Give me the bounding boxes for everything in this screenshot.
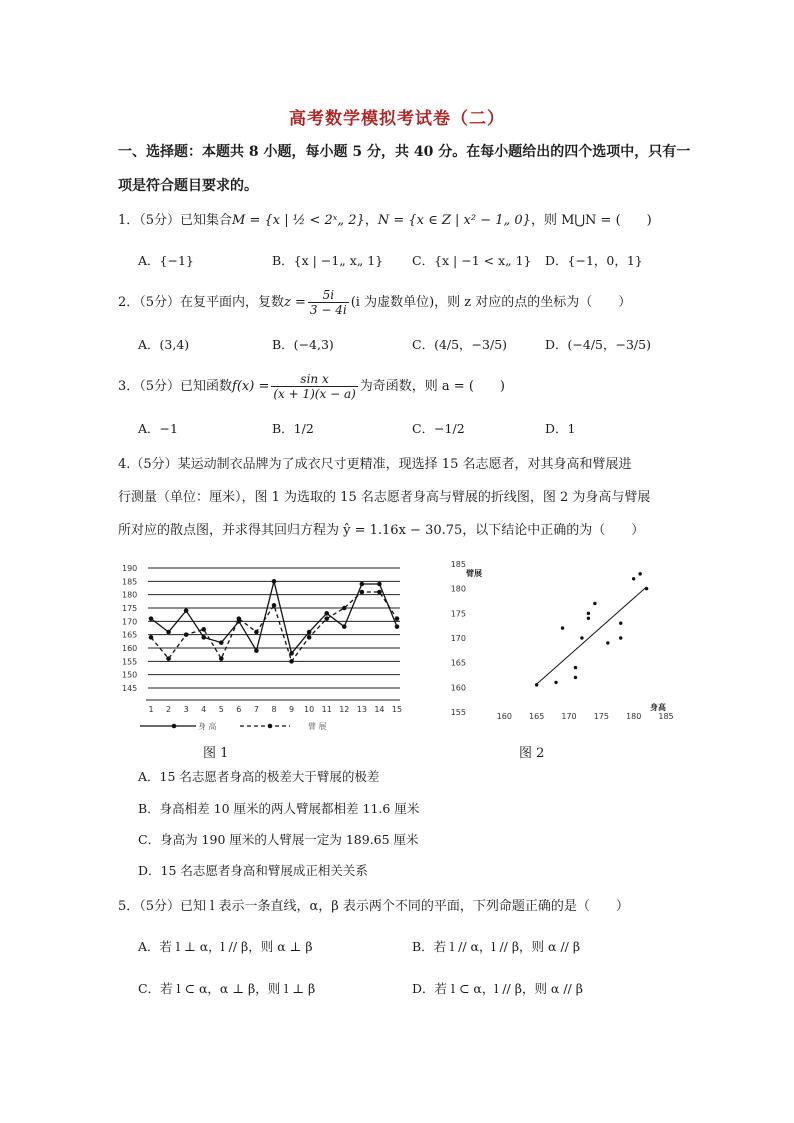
page-title: 高考数学模拟考试卷（二） <box>289 109 505 129</box>
q5-option-d: D．若 l ⊂ α，l // β，则 α // β <box>412 981 583 996</box>
q5-option-b: B．若 l // α，l // β，则 α // β <box>412 939 581 954</box>
x-tick-label: 3 <box>183 705 189 714</box>
x-tick-label: 170 <box>561 712 577 721</box>
q3-option-d: D．1 <box>545 421 576 436</box>
y-tick-label: 185 <box>122 577 138 587</box>
q5-stem: 5．（5分）已知 l 表示一条直线，α，β 表示两个不同的平面，下列命题正确的是（ ） <box>118 899 629 914</box>
scatter-point <box>535 683 538 686</box>
scatter-point <box>574 666 577 669</box>
question-2 <box>118 288 631 317</box>
data-point <box>166 656 171 661</box>
q3-numerator: sin x <box>271 372 357 387</box>
scatter-point <box>574 676 577 679</box>
x-tick-label: 4 <box>201 705 207 714</box>
scatter-point <box>587 612 590 615</box>
scatter-point <box>587 617 590 620</box>
x-tick-label: 15 <box>391 705 403 714</box>
q1-prefix: 1．（5分）已知集合 <box>118 213 233 228</box>
q3-option-c: C．−1/2 <box>412 421 465 436</box>
y-tick-label: 160 <box>122 644 138 653</box>
q4-line-3: 所对应的散点图，并求得其回归方程为 ŷ = 1.16x − 30.75，以下结论中正确的为（ ） <box>118 523 645 538</box>
data-point <box>377 590 382 595</box>
data-point <box>377 582 382 587</box>
y-tick-label: 160 <box>450 683 466 693</box>
x-tick-label: 14 <box>374 705 385 714</box>
x-tick-label: 13 <box>356 705 367 714</box>
regression-line <box>537 587 647 684</box>
data-point <box>219 640 224 645</box>
q1-set-n: N = {x ∈ Z | x² − 1„ 0} <box>377 213 531 228</box>
data-point <box>272 603 277 608</box>
q1-option-c: C．{x | −1 < x„ 1} <box>412 253 532 268</box>
q2-denominator: 3 − 4i <box>309 303 347 317</box>
scatter-point <box>619 622 622 625</box>
q3-option-a: A．−1 <box>138 421 178 436</box>
q1-sep: ， <box>364 213 378 228</box>
q4-option-a: A．15 名志愿者身高的极差大于臂展的极差 <box>138 769 380 784</box>
q3-fx: f(x) = <box>232 379 270 394</box>
x-tick-label: 7 <box>253 705 259 714</box>
y-axis-label: 臂展 <box>466 569 482 578</box>
data-point <box>166 630 171 635</box>
data-point <box>201 627 206 632</box>
q1-option-d: D．{−1，0，1} <box>545 253 643 268</box>
q1-suffix: ，则 M⋃N = ( ) <box>530 213 652 228</box>
q2-option-c: C．(4/5，−3/5) <box>412 337 508 352</box>
scatter-point <box>638 572 641 575</box>
data-point <box>395 624 400 629</box>
data-point <box>289 659 294 664</box>
x-tick-label: 10 <box>304 705 315 714</box>
data-point <box>307 630 312 635</box>
y-tick-label: 185 <box>450 560 466 569</box>
x-tick-label: 175 <box>593 712 609 721</box>
section-header-line2: 项是符合题目要求的。 <box>118 178 258 194</box>
scatter-point <box>593 602 596 605</box>
scatter-point <box>606 641 609 644</box>
y-tick-label: 175 <box>450 609 466 619</box>
data-point <box>149 616 154 621</box>
data-point <box>324 616 329 621</box>
legend-marker-height <box>172 724 177 729</box>
figure-2-caption: 图 2 <box>519 746 545 761</box>
legend-label-height: 身 高 <box>198 722 217 731</box>
y-tick-label: 175 <box>122 604 138 613</box>
q1-set-m: M = {x | ½ < 2ˣ„ 2} <box>232 213 365 228</box>
figure-1-line-chart <box>118 556 408 736</box>
data-point <box>219 656 224 661</box>
x-tick-label: 8 <box>271 705 277 714</box>
legend-marker-arm-span <box>268 724 273 729</box>
scatter-point <box>645 587 648 590</box>
q2-fraction <box>308 288 349 317</box>
series-line-arm-span <box>151 592 397 661</box>
scatter-point <box>619 636 622 639</box>
q4-line-1: 4.（5分）某运动制衣品牌为了成衣尺寸更精准，现选择 15 名志愿者，对其身高和臂展进 <box>118 457 632 472</box>
figure-2-scatter-chart <box>440 556 680 736</box>
q1-option-b: B．{x | −1„ x„ 1} <box>272 253 384 268</box>
y-tick-label: 150 <box>122 670 138 680</box>
q2-option-a: A．(3,4) <box>138 337 190 352</box>
data-point <box>360 582 365 587</box>
data-point <box>237 616 242 621</box>
question-3 <box>118 372 505 401</box>
x-axis-label: 身高 <box>650 703 666 712</box>
data-point <box>342 624 347 629</box>
data-point <box>307 635 312 640</box>
q3-suffix: 为奇函数，则 a = ( ) <box>359 379 505 394</box>
x-tick-label: 165 <box>529 712 545 721</box>
x-tick-label: 12 <box>339 705 350 714</box>
x-tick-label: 2 <box>166 705 172 714</box>
data-point <box>324 611 329 616</box>
scatter-point <box>580 636 583 639</box>
x-tick-label: 9 <box>289 705 295 714</box>
data-point <box>360 590 365 595</box>
q4-option-d: D．15 名志愿者身高和臂展成正相关关系 <box>138 863 368 878</box>
y-tick-label: 190 <box>122 564 138 573</box>
scatter-point <box>632 577 635 580</box>
x-tick-label: 180 <box>626 712 642 721</box>
x-tick-label: 185 <box>658 712 674 721</box>
q4-option-c: C．身高为 190 厘米的人臂展一定为 189.65 厘米 <box>138 832 419 847</box>
q2-suffix: (i 为虚数单位)，则 z 对应的点的坐标为（ ） <box>350 295 632 310</box>
legend-label-arm-span: 臂 展 <box>308 722 327 731</box>
data-point <box>254 648 259 653</box>
data-point <box>254 630 259 635</box>
y-tick-label: 180 <box>450 584 466 594</box>
q4-line-2: 行测量（单位：厘米），图 1 为选取的 15 名志愿者身高与臂展的折线图，图 2 为身高与臂展 <box>118 490 651 505</box>
q2-numerator: 5i <box>308 288 349 303</box>
scatter-point <box>561 626 564 629</box>
q5-option-a: A．若 l ⊥ α，l // β，则 α ⊥ β <box>138 939 313 954</box>
x-tick-label: 5 <box>218 705 224 714</box>
data-point <box>342 606 347 611</box>
y-tick-label: 165 <box>450 658 466 668</box>
x-tick-label: 160 <box>496 712 512 721</box>
data-point <box>272 579 277 584</box>
y-tick-label: 170 <box>450 634 466 643</box>
y-tick-label: 145 <box>122 684 138 693</box>
section-header-line1: 一、选择题：本题共 8 小题，每小题 5 分，共 40 分。在每小题给出的四个选项中，只有一 <box>118 144 691 160</box>
y-tick-label: 180 <box>122 590 138 600</box>
q5-option-c: C．若 l ⊂ α，α ⊥ β，则 l ⊥ β <box>138 981 316 996</box>
x-tick-label: 6 <box>236 705 242 714</box>
y-tick-label: 165 <box>122 630 138 640</box>
q2-z: z = <box>284 295 306 310</box>
q3-fraction <box>271 372 357 401</box>
q3-option-b: B．1/2 <box>272 421 314 436</box>
data-point <box>395 616 400 621</box>
scatter-point <box>554 681 557 684</box>
y-tick-label: 155 <box>450 708 466 717</box>
q4-option-b: B．身高相差 10 厘米的两人臂展都相差 11.6 厘米 <box>138 801 420 816</box>
q3-prefix: 3．（5分）已知函数 <box>118 379 233 394</box>
x-tick-label: 1 <box>148 705 154 714</box>
q2-option-b: B．(−4,3) <box>272 337 334 352</box>
q2-prefix: 2．（5分）在复平面内，复数 <box>118 295 285 310</box>
y-tick-label: 155 <box>122 657 138 667</box>
figure-1-caption: 图 1 <box>203 746 229 761</box>
q2-option-d: D．(−4/5，−3/5) <box>545 337 651 352</box>
q3-denominator: (x + 1)(x − a) <box>273 387 356 401</box>
data-point <box>201 635 206 640</box>
data-point <box>184 608 189 613</box>
data-point <box>184 632 189 637</box>
q1-option-a: A．{−1} <box>138 253 194 268</box>
y-tick-label: 170 <box>122 617 138 627</box>
data-point <box>149 635 154 640</box>
x-tick-label: 11 <box>321 705 332 714</box>
question-1 <box>118 211 652 231</box>
